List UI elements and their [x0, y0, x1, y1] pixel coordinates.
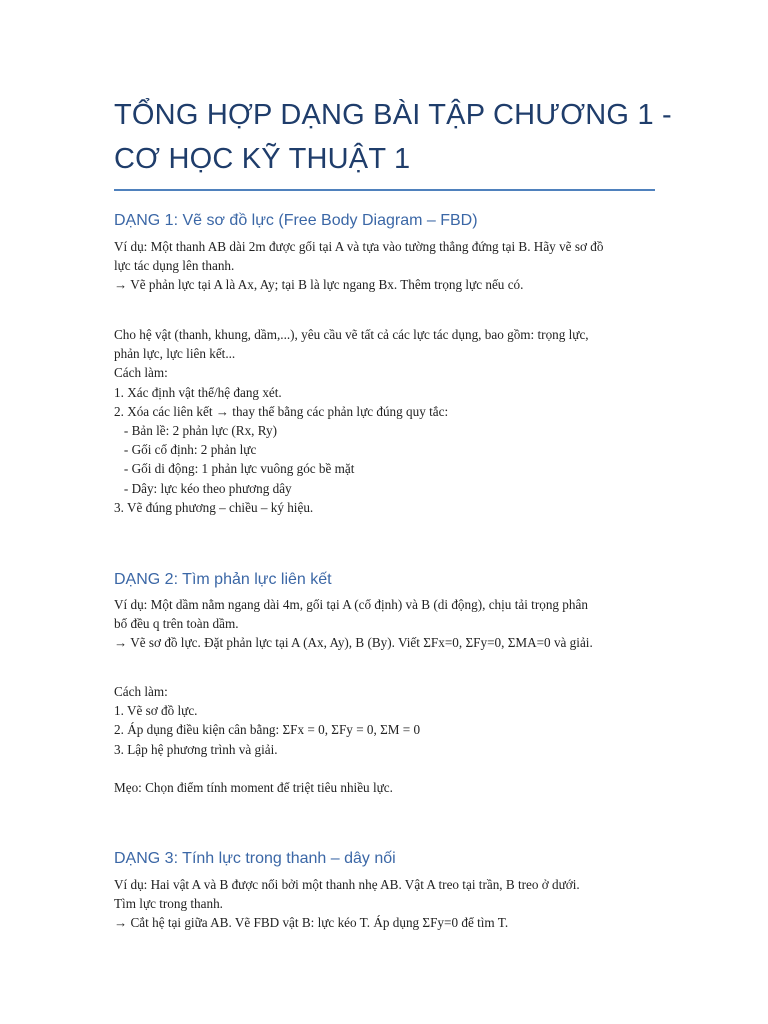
section-2-body-line: Cách làm: — [114, 684, 168, 699]
paragraph-gap — [114, 759, 659, 778]
section-2-body-line: 2. Áp dụng điều kiện cân bằng: ΣFx = 0, ΣFy = 0, ΣM = 0 — [114, 722, 421, 738]
section-1-body-line: - Bản lề: 2 phản lực (Rx, Ry) — [114, 423, 278, 439]
section-2-tip: Mẹo: Chọn điểm tính moment để triệt tiêu nhiều lực. — [114, 780, 393, 795]
section-1-body-line: 1. Xác định vật thể/hệ đang xét. — [114, 384, 282, 400]
section-2-example-line: bố đều q trên toàn dầm. — [114, 616, 239, 632]
section-1-body-line: Cho hệ vật (thanh, khung, dầm,...), yêu cầu vẽ tất cả các lực tác dụng, bao gồm: trọng lực, — [114, 327, 589, 342]
section-1-body-line: phản lực, lực liên kết... — [114, 346, 236, 362]
section-3 — [114, 849, 659, 933]
section-1-body-line: - Gối di động: 1 phản lực vuông góc bề mặt — [114, 461, 355, 477]
section-1-body-text — [114, 325, 659, 517]
section-2-example-line: Ví dụ: Một dầm nằm ngang dài 4m, gối tại A (cố định) và B (di động), chịu tải trọng phân — [114, 597, 588, 612]
section-1-body-line: 2. Xóa các liên kết → thay thế bằng các phản lực đúng quy tắc: — [114, 403, 449, 419]
section-2-body-line: 1. Vẽ sơ đồ lực. — [114, 703, 198, 719]
section-2-heading: DẠNG 2: Tìm phản lực liên kết — [114, 571, 332, 588]
section-1-example — [114, 237, 659, 295]
section-2-example-line: → Vẽ sơ đồ lực. Đặt phản lực tại A (Ax, Ay), B (By). Viết ΣFx=0, ΣFy=0, ΣMA=0 và giải. — [114, 635, 593, 651]
section-2-body-line: 3. Lập hệ phương trình và giải. — [114, 741, 278, 757]
section-1-body-line: - Gối cố định: 2 phản lực — [114, 442, 257, 458]
section-3-example-line: Tìm lực trong thanh. — [114, 896, 223, 912]
section-1-body — [114, 325, 659, 517]
section-2-body — [114, 682, 659, 797]
document-page — [114, 0, 672, 931]
title-underline — [114, 189, 655, 191]
section-1-body-line: - Dây: lực kéo theo phương dây — [114, 480, 292, 496]
section-1 — [114, 211, 659, 295]
section-3-heading: DẠNG 3: Tính lực trong thanh – dây nối — [114, 850, 396, 867]
section-3-example-line: Ví dụ: Hai vật A và B được nối bởi một thanh nhẹ AB. Vật A treo tại trần, B treo ở dưới. — [114, 877, 580, 892]
section-1-example-line: lực tác dụng lên thanh. — [114, 258, 235, 274]
section-2-body-text — [114, 682, 659, 797]
section-1-heading: DẠNG 1: Vẽ sơ đồ lực (Free Body Diagram – FBD) — [114, 212, 478, 229]
title-line-2: CƠ HỌC KỸ THUẬT 1 — [114, 143, 411, 175]
title-line-1: TỔNG HỢP DẠNG BÀI TẬP CHƯƠNG 1 - — [114, 99, 672, 131]
section-2 — [114, 570, 659, 653]
section-2-example — [114, 595, 659, 653]
section-3-example — [114, 875, 659, 933]
section-1-example-line: → Vẽ phản lực tại A là Ax, Ay; tại B là lực ngang Bx. Thêm trọng lực nếu có. — [114, 277, 524, 293]
section-1-body-line: Cách làm: — [114, 365, 168, 381]
section-1-body-line: 3. Vẽ đúng phương – chiều – ký hiệu. — [114, 499, 314, 515]
document-title — [114, 0, 672, 181]
section-3-example-line: → Cắt hệ tại giữa AB. Vẽ FBD vật B: lực kéo T. Áp dụng ΣFy=0 để tìm T. — [114, 915, 509, 931]
section-1-example-line: Ví dụ: Một thanh AB dài 2m được gối tại A và tựa vào tường thẳng đứng tại B. Hãy vẽ sơ đồ — [114, 239, 604, 254]
